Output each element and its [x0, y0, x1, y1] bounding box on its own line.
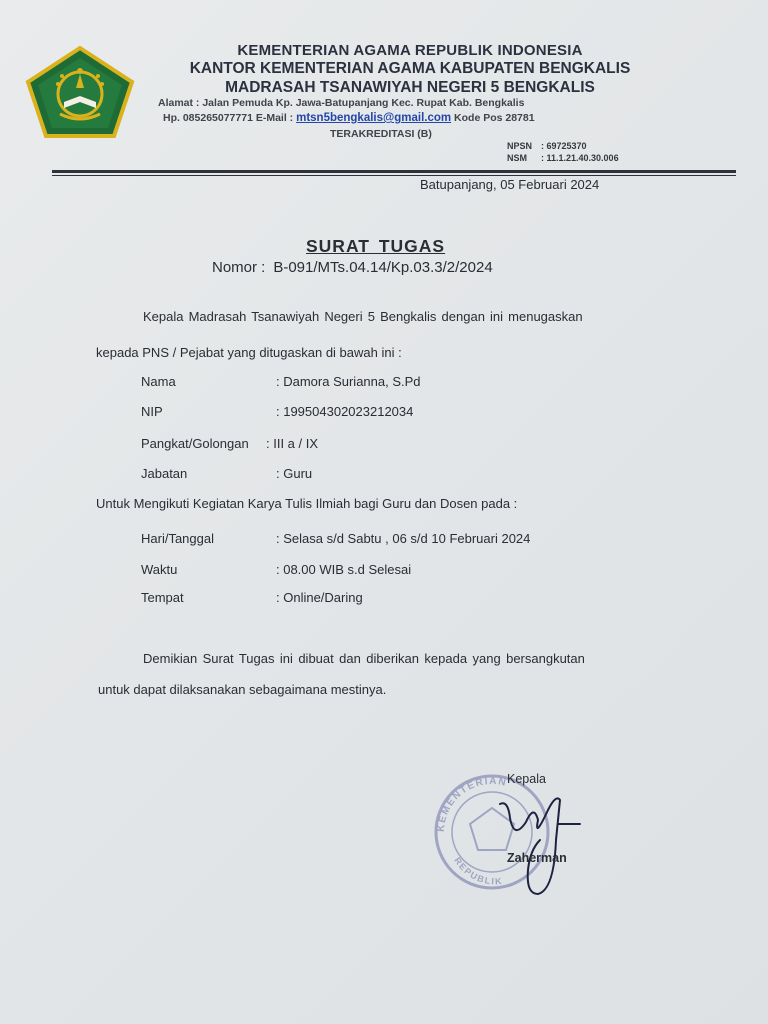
header-office: KANTOR KEMENTERIAN AGAMA KABUPATEN BENGKALIS: [189, 60, 631, 77]
svg-text:REPUBLIK: REPUBLIK: [452, 855, 504, 887]
npsn-label: NPSN: [507, 141, 533, 151]
field-value-jabatan: : Guru: [276, 466, 313, 481]
signature-position: Kepala: [507, 772, 546, 786]
header-school: MADRASAH TSANAWIYAH NEGERI 5 BENGKALIS: [225, 79, 595, 96]
header-accreditation: TERAKREDITASI (B): [330, 128, 432, 140]
purpose-text: Untuk Mengikuti Kegiatan Karya Tulis Ilmiah bagi Guru dan Dosen pada :: [96, 496, 518, 511]
schedule-value-time: : 08.00 WIB s.d Selesai: [276, 562, 412, 577]
schedule-label-time: Waktu: [141, 562, 178, 577]
npsn-value: : 69725370: [541, 141, 587, 151]
letter-date: Batupanjang, 05 Februari 2024: [420, 177, 600, 192]
signature-name: Zaherman: [507, 851, 567, 865]
field-value-pangkat: : III a / IX: [266, 436, 319, 451]
closing-line-1: Demikian Surat Tugas ini dibuat dan diberikan kepada yang bersangkutan: [143, 651, 585, 666]
header-postal: Kode Pos 28781: [454, 112, 535, 124]
letter-number: [212, 259, 493, 276]
header-email[interactable]: mtsn5bengkalis@gmail.com: [296, 112, 452, 124]
closing-line-2: untuk dapat dilaksanakan sebagaimana mestinya.: [98, 682, 387, 697]
header-rule-thick: [52, 170, 736, 173]
letter-number-value: B-091/MTs.04.14/Kp.03.3/2/2024: [273, 259, 493, 276]
kemenag-logo: [24, 44, 136, 140]
handwritten-signature: [500, 798, 580, 894]
header-ministry: KEMENTERIAN AGAMA REPUBLIK INDONESIA: [237, 42, 583, 59]
schedule-label-place: Tempat: [141, 590, 184, 605]
intro-line-2: kepada PNS / Pejabat yang ditugaskan di bawah ini :: [96, 345, 402, 360]
schedule-value-place: : Online/Daring: [276, 590, 363, 605]
header-rule-thin: [52, 175, 736, 176]
header-address: Alamat : Jalan Pemuda Kp. Jawa-Batupanjang Kec. Rupat Kab. Bengkalis: [158, 97, 525, 109]
field-label-pangkat: Pangkat/Golongan: [141, 436, 249, 451]
header-npsn: [507, 141, 587, 151]
header-email-label: E-Mail :: [255, 112, 294, 124]
header-nsm: [507, 153, 619, 163]
schedule-value-date: : Selasa s/d Sabtu , 06 s/d 10 Februari 2024: [276, 531, 531, 546]
field-value-nama: : Damora Surianna, S.Pd: [276, 374, 421, 389]
official-stamp: [436, 776, 548, 888]
field-label-jabatan: Jabatan: [141, 466, 188, 481]
letter-title: SURAT TUGAS: [306, 236, 446, 256]
nsm-value: : 11.1.21.40.30.006: [541, 153, 619, 163]
field-label-nip: NIP: [141, 404, 163, 419]
letter-number-label: Nomor :: [212, 259, 266, 276]
header-contact: [163, 112, 535, 124]
intro-line-1: Kepala Madrasah Tsanawiyah Negeri 5 Bengkalis dengan ini menugaskan: [143, 309, 583, 324]
stamp-signature: [430, 770, 590, 900]
nsm-label: NSM: [507, 153, 527, 163]
field-value-nip: : 199504302023212034: [276, 404, 414, 419]
svg-text:KEMENTERIAN: KEMENTERIAN: [435, 775, 509, 833]
field-label-nama: Nama: [141, 374, 176, 389]
schedule-label-date: Hari/Tanggal: [141, 531, 214, 546]
header-phone: Hp. 085265077771: [163, 112, 253, 124]
